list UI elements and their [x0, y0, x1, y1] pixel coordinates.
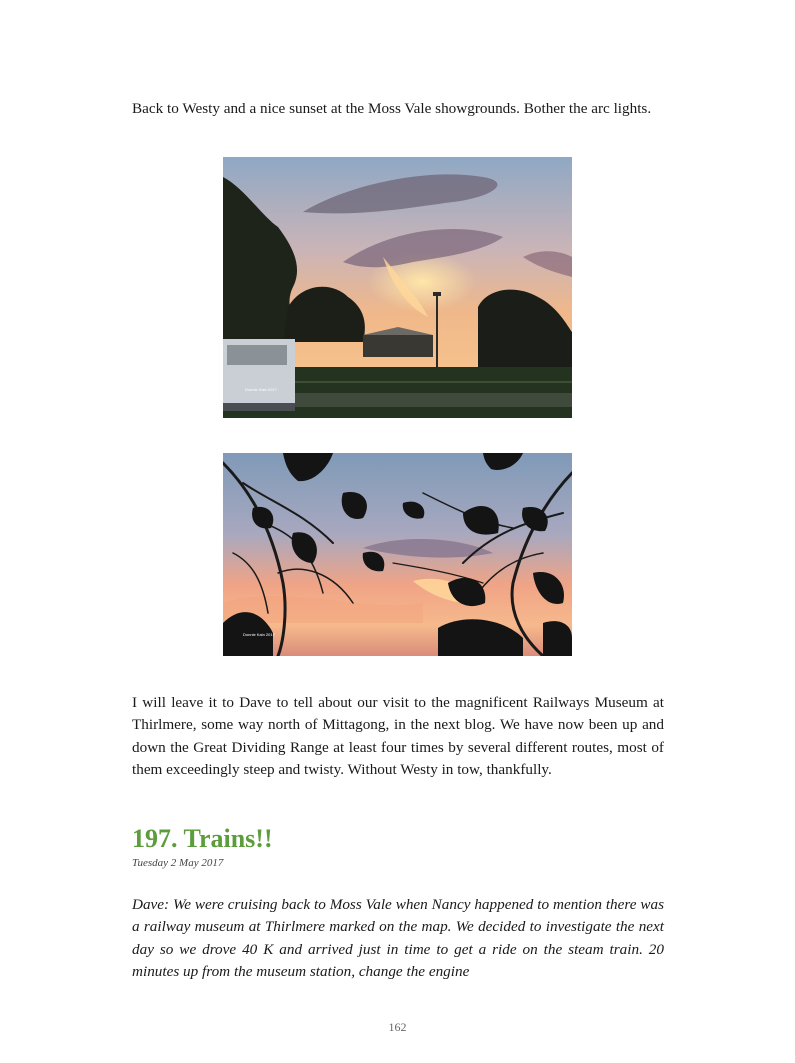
photo2-watermark: Donnie Kain 2017 — [243, 632, 275, 637]
sunset-through-branches-photo — [223, 453, 572, 656]
page-number: 162 — [388, 1020, 407, 1034]
dave-paragraph: Dave: We were cruising back to Moss Vale when Nancy happened to mention there was a railway museum at Thirlmere marked on the map. We decided to investigate the next day so we drove 40 K and arrived just in time to get a ride on the steam train. 20 minutes up from the museum station, change the engine — [132, 896, 664, 980]
section-date: Tuesday 2 May 2017 — [132, 857, 224, 869]
section-heading: 197. Trains!! — [132, 824, 273, 853]
sunset-showgrounds-photo — [223, 157, 572, 418]
intro-paragraph: Back to Westy and a nice sunset at the Moss Vale showgrounds. Bother the arc lights. — [132, 100, 652, 117]
railway-museum-paragraph: I will leave it to Dave to tell about our visit to the magnificent Railways Museum at Thirlmere, some way north of Mittagong, in the next blog. We have now been up and down the Great Dividing Range at least four times by several different routes, most of them exceedingly steep and twisty. Without Westy in tow, thankfully. — [132, 694, 664, 778]
photo1-watermark: Donnie Kain 2017 — [245, 387, 277, 392]
